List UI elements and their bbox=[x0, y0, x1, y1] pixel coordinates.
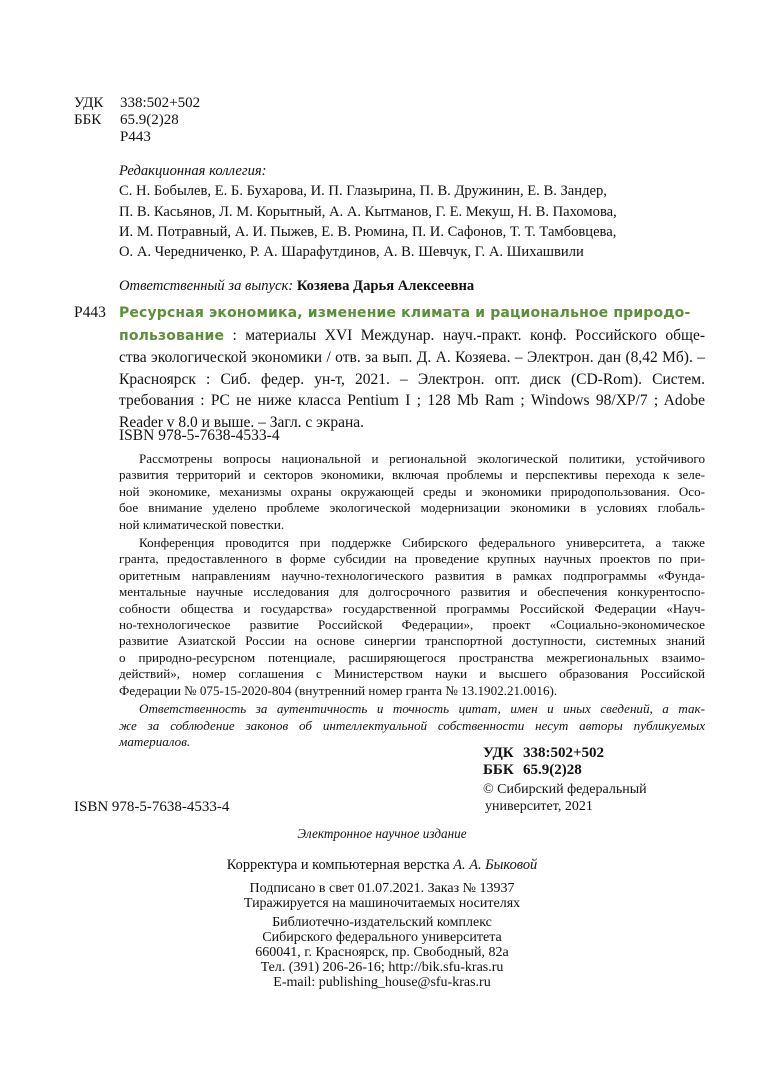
signed-info bbox=[0, 881, 764, 911]
abstract-line: Ответственность за аутентичность и точность цитат, имен и иных сведений, а так- bbox=[139, 701, 705, 717]
editorial-board-line: И. М. Потравный, А. И. Пыжев, Е. В. Рюмина, П. И. Сафонов, Т. Т. Тамбовцева, bbox=[119, 223, 617, 240]
record-title-line: Ресурсная экономика, изменение климата и рациональное природо- bbox=[119, 305, 691, 321]
responsible-caption: Ответственный за выпуск: bbox=[119, 278, 294, 294]
editorial-board-line: О. А. Чередниченко, Р. А. Шарафутдинов, А. В. Шевчук, Г. А. Шихашвили bbox=[119, 244, 584, 261]
copyright bbox=[483, 782, 647, 815]
editorial-board-line: П. В. Касьянов, Л. М. Корытный, А. А. Кытманов, Г. Е. Мекуш, Н. В. Пахомова, bbox=[119, 203, 617, 220]
publisher-line: 660041, г. Красноярск, пр. Свободный, 82а bbox=[255, 945, 509, 960]
bbk-value: 65.9(2)28 bbox=[523, 762, 582, 778]
abstract-line: же за соблюдение законов об интеллектуальной собственности несут авторы публикуемых bbox=[119, 717, 705, 733]
bbk-label: ББК bbox=[74, 112, 102, 128]
bbk-value: 65.9(2)28 bbox=[120, 112, 179, 128]
signed-line: Подписано в свет 01.07.2021. Заказ № 13937 bbox=[249, 881, 515, 896]
record-title-line: пользование bbox=[119, 327, 225, 344]
record-text: ства экологической экономики / отв. за вып. Д. А. Козяева. – Электрон. дан (8,42 Мб). – bbox=[119, 349, 705, 366]
udk-value: 338:502+502 bbox=[120, 95, 201, 111]
classification-codes bbox=[74, 95, 200, 146]
correction-prefix: Корректура и компьютерная верстка bbox=[226, 857, 454, 873]
bottom-codes bbox=[483, 745, 604, 779]
record-code: Р443 bbox=[74, 304, 106, 321]
copyright-line: © Сибирский федеральный bbox=[483, 782, 647, 797]
responsible-editor bbox=[119, 278, 474, 295]
publisher-line: Сибирского федерального университета bbox=[262, 930, 502, 945]
abstract-line: развитие Азиатской России на основе синергии транспортной доступности, системных знаний bbox=[119, 633, 705, 649]
responsible-name: Козяева Дарья Алексеевна bbox=[296, 278, 475, 294]
edition-type: Электронное научное издание bbox=[297, 826, 467, 841]
abstract-line: материалов. bbox=[119, 733, 191, 749]
udk-label: УДК bbox=[74, 95, 104, 111]
abstract-line: ментальные научные исследования для долгосрочного развития и обеспечения конкурентоспо- bbox=[119, 584, 705, 600]
bibliographic-record bbox=[119, 302, 705, 433]
editorial-board-line: С. Н. Бобылев, Е. Б. Бухарова, И. П. Глазырина, П. В. Дружинин, Е. В. Зандер, bbox=[119, 183, 607, 200]
abstract-line: гранта, предоставленного в форме субсидии на проведение крупных научных проектов по при- bbox=[119, 551, 705, 567]
bbk-label: ББК bbox=[483, 762, 514, 778]
udk-label: УДК bbox=[483, 745, 514, 761]
abstract-line: Конференция проводится при поддержке Сибирского федерального университета, а также bbox=[139, 535, 705, 551]
editorial-board-caption: Редакционная коллегия: bbox=[119, 163, 267, 179]
isbn-bottom: ISBN 978-5-7638-4533-4 bbox=[74, 799, 230, 815]
editorial-board bbox=[119, 161, 617, 262]
isbn: ISBN 978-5-7638-4533-4 bbox=[119, 427, 280, 444]
abstract-line: Рассмотрены вопросы национальной и региональной экологической политики, устойчивого bbox=[139, 451, 705, 466]
record-text: Красноярск : Сиб. федер. ун-т, 2021. – Электрон. опт. диск (CD-Rom). Систем. bbox=[119, 370, 705, 388]
publisher-line: E-mail: publishing_house@sfu-kras.ru bbox=[273, 975, 491, 990]
correction-credit bbox=[0, 857, 764, 874]
correction-name: А. А. Быковой bbox=[453, 857, 538, 873]
publisher-info bbox=[0, 915, 764, 990]
abstract-line: о природно-ресурсном потенциале, расширяющегося пространства межрегиональных взаимо- bbox=[119, 649, 705, 665]
udk-value: 338:502+502 bbox=[523, 745, 605, 761]
abstract-line: Федерации № 075-15-2020-804 (внутренний номер гранта № 13.1902.21.0016). bbox=[119, 682, 558, 698]
replicated-line: Тиражируется на машиночитаемых носителях bbox=[243, 896, 521, 911]
abstract-line: действий», номер соглашения с Министерством науки и высшего образования Российской bbox=[119, 666, 705, 682]
abstract-line: бое внимание уделено проблеме экологической модернизации экономики в условиях глобаль- bbox=[119, 500, 705, 516]
copyright-line: университет, 2021 bbox=[485, 798, 593, 814]
abstract-line: ной экономике, механизмы охраны окружающей среды и экономики природопользования. Осо- bbox=[119, 483, 705, 499]
publisher-line: Библиотечно-издательский комплекс bbox=[272, 915, 492, 930]
publisher-line: Тел. (391) 206-26-16; http://bik.sfu-kras.ru bbox=[260, 960, 504, 975]
record-text: требования : PC не ниже класса Pentium I ; 128 Mb Ram ; Windows 98/XP/7 ; Adobe bbox=[119, 392, 705, 409]
abstract-line: развития территорий и секторов экономики, включая проблемы и перспективы перехода к зеле- bbox=[119, 467, 705, 483]
abstract bbox=[119, 451, 705, 750]
abstract-line: ной климатической повестки. bbox=[119, 516, 285, 532]
author-sign: Р443 bbox=[120, 129, 151, 145]
record-text: : материалы XVI Междунар. науч.-практ. конф. Российского обще- bbox=[224, 326, 705, 344]
record-text: Reader v 8.0 и выше. – Загл. с экрана. bbox=[119, 413, 365, 431]
abstract-line: но-технологическое развитие Российской Федерации», проект «Социально-экономическое bbox=[119, 617, 705, 633]
abstract-line: оритетным направлениям научно-технологического развития в рамках подпрограммы «Фунда- bbox=[119, 567, 705, 583]
abstract-line: собности общества и государства» государственной программы Российской Федерации «Науч- bbox=[119, 600, 705, 616]
